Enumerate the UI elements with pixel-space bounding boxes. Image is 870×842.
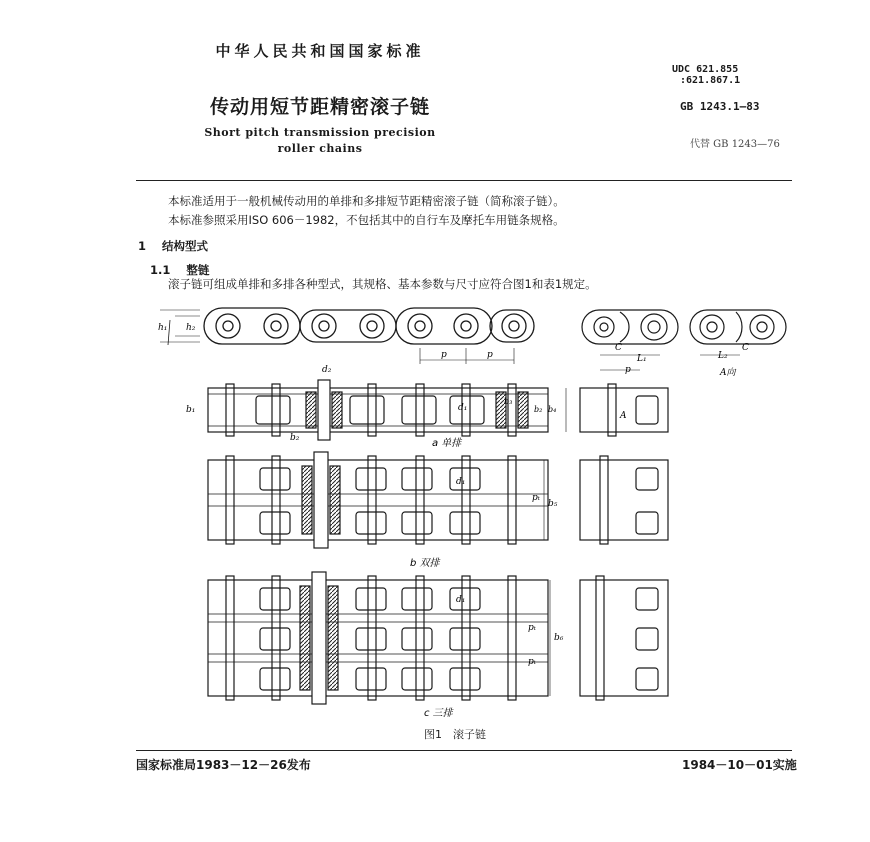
standard-org-title: 中华人民共和国国家标准 [215, 42, 425, 60]
label-pt-c2: pₜ [528, 657, 536, 667]
caption-single: a 单排 [432, 438, 462, 449]
label-pt-b: pₜ [532, 493, 540, 503]
label-h1: h₁ [158, 323, 168, 333]
triple-strand-view [208, 572, 668, 704]
issued-date: 国家标准局1983－12－26发布 [136, 758, 311, 772]
udc-line-1: UDC 621.855 [672, 64, 739, 75]
label-a-view: A向 [720, 368, 736, 378]
label-a: A [620, 411, 627, 421]
label-b1: b₁ [186, 405, 196, 415]
gb-code: GB 1243.1—83 [680, 100, 760, 113]
udc-line-2: :621.867.1 [680, 75, 741, 86]
english-title-line-2: roller chains [277, 142, 363, 155]
label-c-2: C [742, 343, 749, 353]
chain-end-detail [582, 310, 786, 370]
label-b3: b₃ [504, 397, 513, 406]
label-p-3: p [625, 365, 631, 375]
label-l1: L₁ [637, 354, 647, 364]
section-1-1-number: 1.1 [150, 263, 171, 277]
intro-paragraph-2: 本标准参照采用ISO 606－1982，不包括其中的自行车及摩托车用链条规格。 [168, 213, 565, 227]
label-b2: b₂ [534, 405, 543, 414]
effective-date: 1984－10－01实施 [682, 758, 797, 772]
label-p-1: p [441, 350, 447, 360]
replaces-note: 代替 GB 1243—76 [690, 139, 780, 150]
figure-title: 图1 滚子链 [424, 728, 486, 741]
caption-double: b 双排 [410, 558, 440, 569]
document-title: 传动用短节距精密滚子链 [209, 96, 430, 118]
label-b5: b₅ [548, 499, 558, 509]
label-b4: b₄ [548, 405, 557, 414]
section-1-title: 结构型式 [162, 239, 209, 253]
english-title-line-1: Short pitch transmission precision [204, 126, 436, 139]
footer-rule [136, 750, 792, 751]
label-d1-c: d₁ [456, 595, 466, 605]
label-c-1: C [615, 343, 622, 353]
section-1-1-title: 整链 [186, 263, 210, 277]
label-l2: L₂ [718, 351, 728, 361]
section-1-1-text: 滚子链可组成单排和多排各种型式，其规格、基本参数与尺寸应符合图1和表1规定。 [168, 277, 597, 291]
label-h2: h₂ [186, 323, 196, 333]
label-pt-c1: pₜ [528, 623, 536, 633]
intro-paragraph-1: 本标准适用于一般机械传动用的单排和多排短节距精密滚子链（简称滚子链）。 [168, 194, 565, 208]
label-d1-a: d₁ [458, 403, 468, 413]
chain-side-view [160, 308, 534, 364]
single-strand-view [208, 380, 668, 440]
label-b6: b₆ [554, 633, 564, 643]
label-d2: d₂ [322, 365, 332, 375]
caption-triple: c 三排 [424, 708, 453, 719]
double-strand-view [208, 452, 668, 548]
label-b7: b₂ [290, 433, 300, 443]
label-d1-b: d₁ [456, 477, 466, 487]
section-1-number: 1 [138, 239, 147, 253]
label-p-2: p [487, 350, 493, 360]
